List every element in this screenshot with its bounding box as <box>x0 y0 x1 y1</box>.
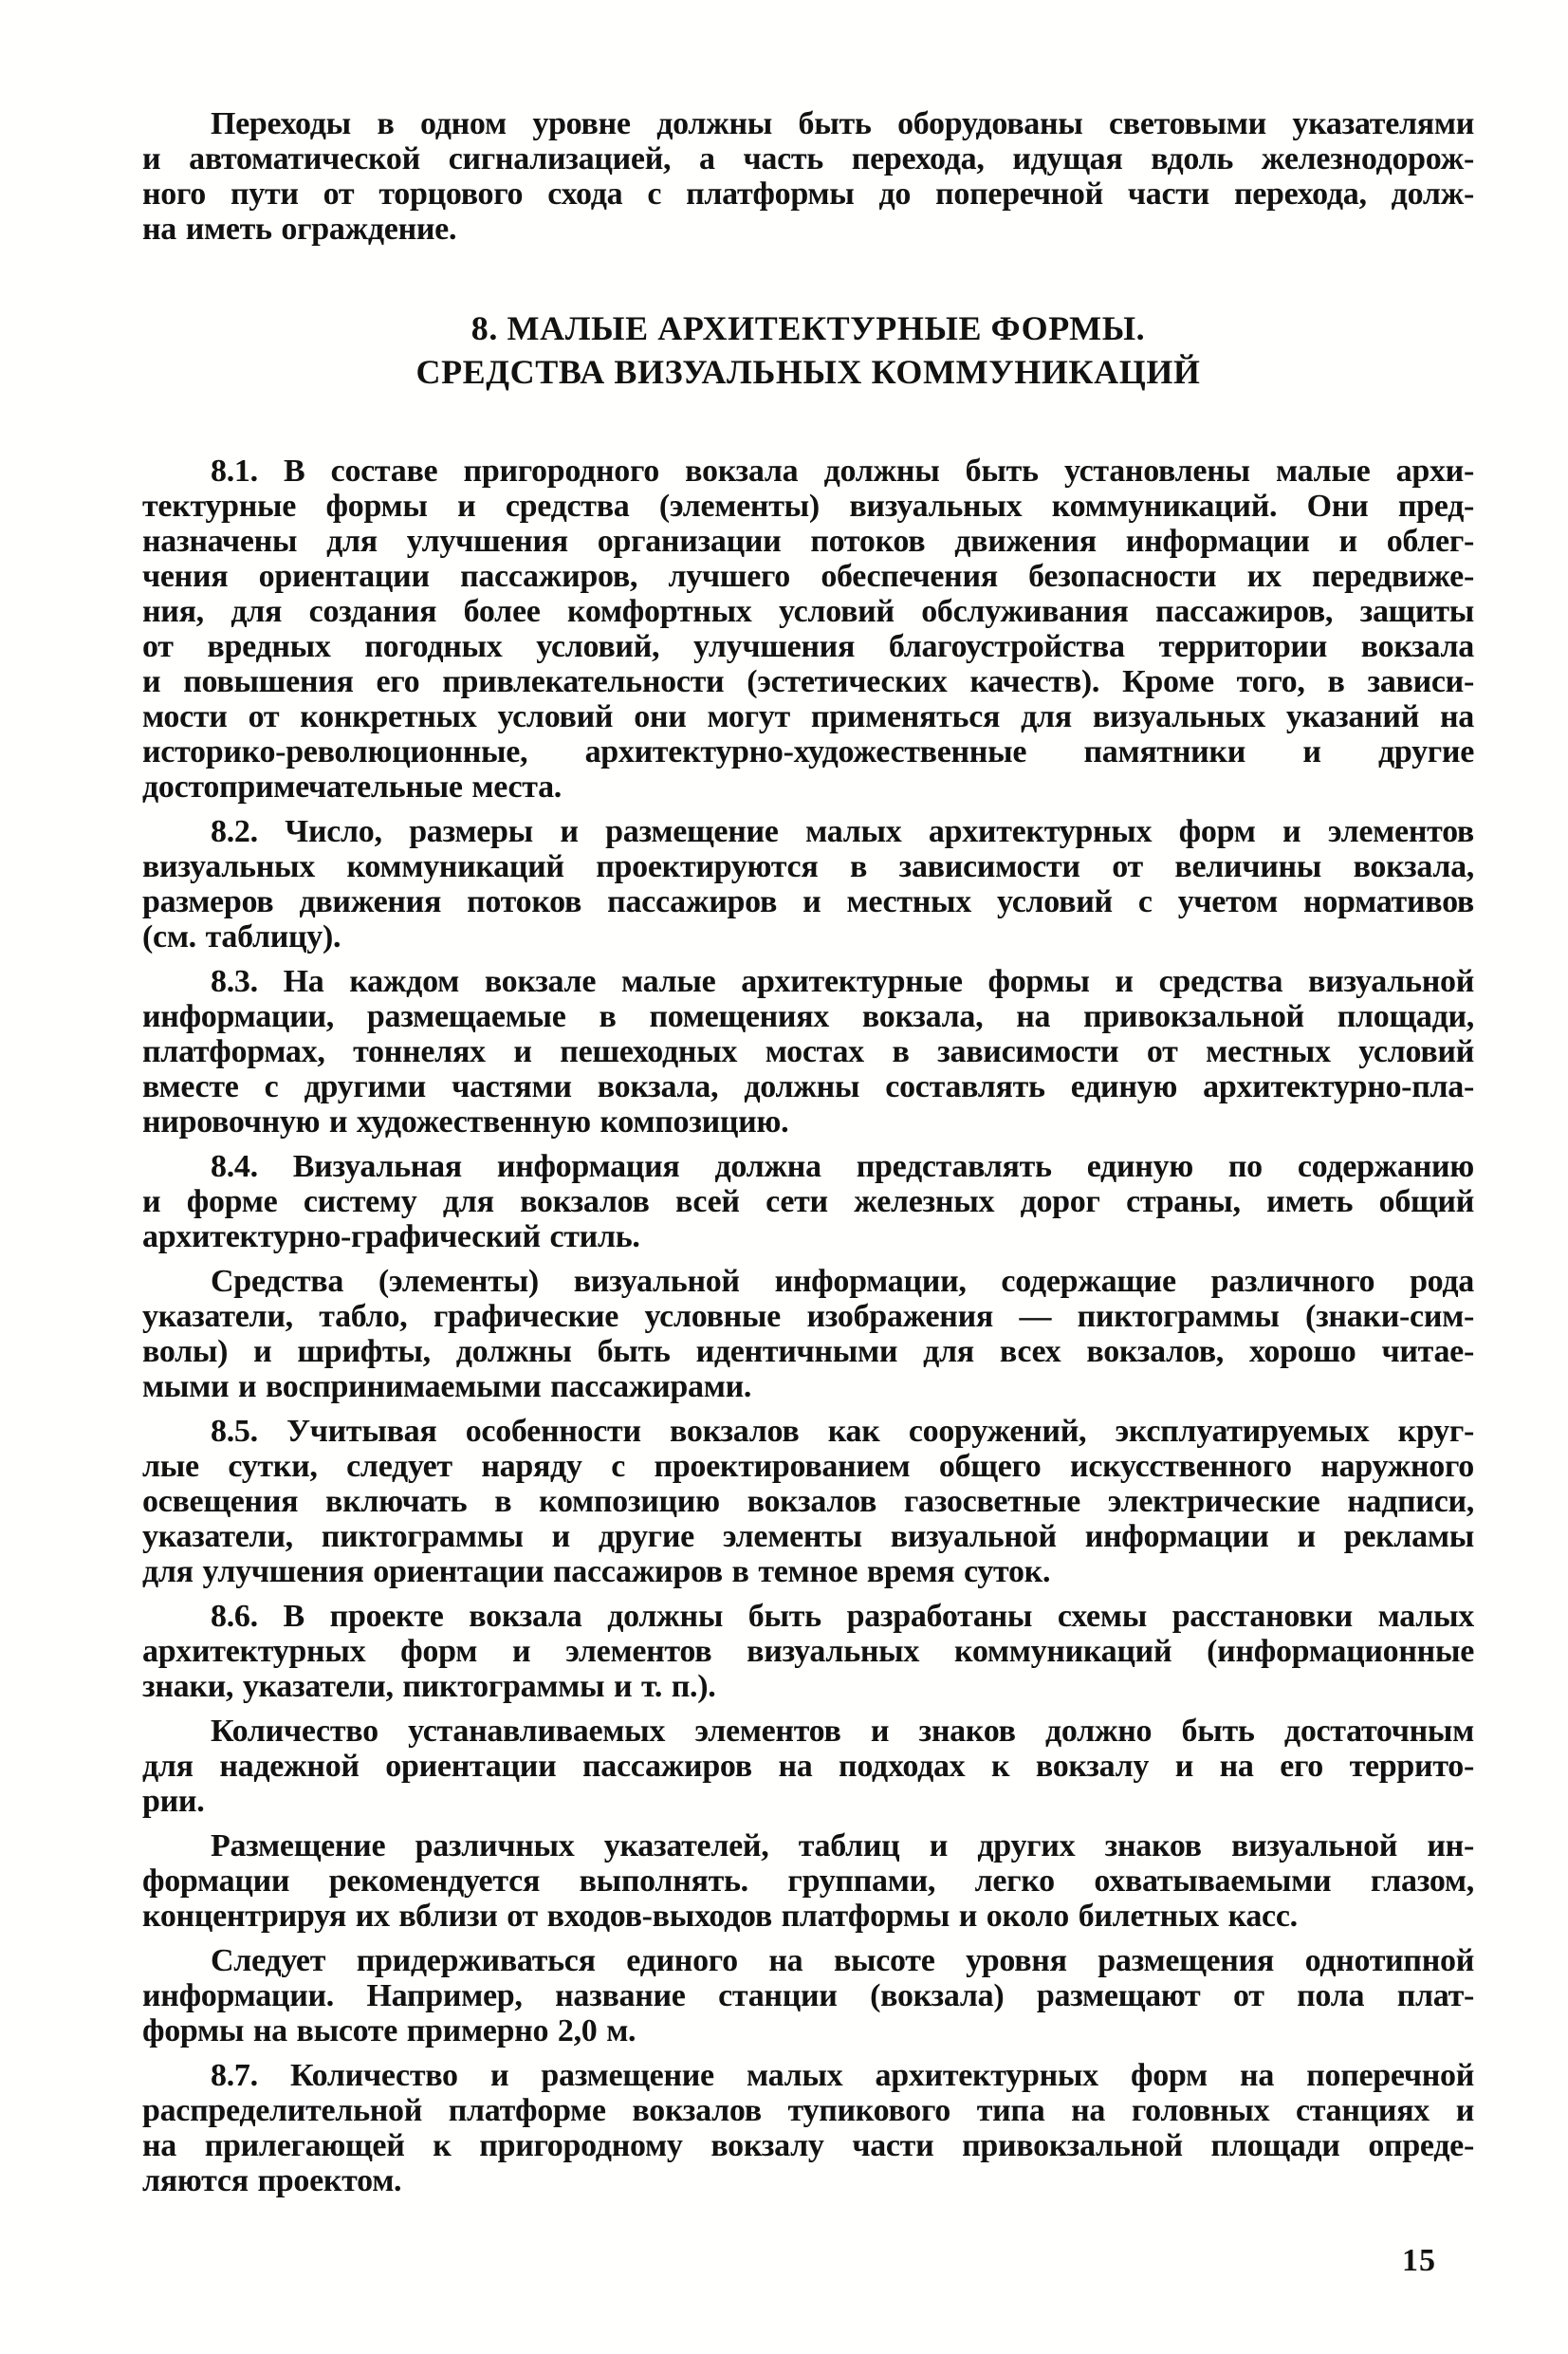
text-line: назначены для улучшения организации потоков движения информации и облег- <box>142 524 1474 559</box>
text-line: ния, для создания более комфортных условий обслуживания пассажиров, защиты <box>142 594 1474 629</box>
text-line: мыми и воспринимаемыми пассажирами. <box>142 1369 752 1404</box>
text-line: Средства (элементы) визуальной информации, содержащие различного рода <box>211 1264 1474 1299</box>
text-line: волы) и шрифты, должны быть идентичными для всех вокзалов, хорошо читае- <box>142 1334 1474 1369</box>
text-line: 8.7. Количество и размещение малых архитектурных форм на поперечной <box>211 2058 1474 2093</box>
paragraph <box>142 2058 1474 2198</box>
paragraph <box>142 106 1474 247</box>
paragraph <box>142 1943 1474 2048</box>
text-line: освещения включать в композицию вокзалов газосветные электрические надписи, <box>142 1484 1474 1519</box>
text-line: 8.4. Визуальная информация должна представлять единую по содержанию <box>211 1149 1474 1184</box>
text-line: на иметь ограждение. <box>142 212 457 247</box>
text-line: достопримечательные места. <box>142 769 562 805</box>
text-line: и автоматической сигнализацией, а часть перехода, идущая вдоль железнодорож- <box>142 141 1474 176</box>
heading-line: СРЕДСТВА ВИЗУАЛЬНЫХ КОММУНИКАЦИЙ <box>415 353 1201 391</box>
text-line: вместе с другими частями вокзала, должны составлять единую архитектурно-пла- <box>142 1069 1474 1104</box>
page-number: 15 <box>1402 2243 1436 2278</box>
text-line: знаки, указатели, пиктограммы и т. п.). <box>142 1669 716 1704</box>
text-column <box>142 106 1474 2208</box>
paragraph <box>142 814 1474 955</box>
text-line: архитектурно-графический стиль. <box>142 1219 640 1254</box>
paragraph <box>142 1264 1474 1404</box>
text-line: визуальных коммуникаций проектируются в зависимости от величины вокзала, <box>142 849 1474 884</box>
text-line: для надежной ориентации пассажиров на подходах к вокзалу и на его террито- <box>142 1749 1474 1784</box>
text-line: тектурные формы и средства (элементы) визуальных коммуникаций. Они пред- <box>142 489 1474 524</box>
text-line: 8.5. Учитывая особенности вокзалов как сооружений, эксплуатируемых круг- <box>211 1414 1474 1449</box>
text-line: указатели, табло, графические условные изображения — пиктограммы (знаки-сим- <box>142 1299 1474 1334</box>
text-line: 8.3. На каждом вокзале малые архитектурные формы и средства визуальной <box>211 964 1474 999</box>
text-line: чения ориентации пассажиров, лучшего обеспечения безопасности их передвиже- <box>142 559 1474 594</box>
text-line: формы на высоте примерно 2,0 м. <box>142 2013 636 2048</box>
text-line: архитектурных форм и элементов визуальных коммуникаций (информационные <box>142 1634 1474 1669</box>
paragraph <box>142 454 1474 805</box>
text-line: информации. Например, название станции (вокзала) размещают от пола плат- <box>142 1978 1474 2013</box>
text-line: ляются проектом. <box>142 2163 402 2198</box>
text-line: от вредных погодных условий, улучшения благоустройства территории вокзала <box>142 629 1474 664</box>
text-line: ного пути от торцового схода с платформы до поперечной части перехода, долж- <box>142 176 1474 212</box>
paragraph <box>142 964 1474 1140</box>
text-line: формации рекомендуется выполнять. группами, легко охватываемыми глазом, <box>142 1863 1474 1899</box>
text-line: на прилегающей к пригородному вокзалу части привокзальной площади опреде- <box>142 2128 1474 2163</box>
text-line: Размещение различных указателей, таблиц и других знаков визуальной ин- <box>211 1828 1474 1863</box>
text-line: распределительной платформе вокзалов тупикового типа на головных станциях и <box>142 2093 1474 2128</box>
text-line: для улучшения ориентации пассажиров в темное время суток. <box>142 1554 1051 1589</box>
text-line: Переходы в одном уровне должны быть оборудованы световыми указателями <box>211 106 1474 141</box>
text-line: 8.6. В проекте вокзала должны быть разработаны схемы расстановки малых <box>211 1599 1474 1634</box>
text-line: и форме систему для вокзалов всей сети железных дорог страны, иметь общий <box>142 1184 1474 1219</box>
text-line: платформах, тоннелях и пешеходных мостах в зависимости от местных условий <box>142 1034 1474 1069</box>
text-line: Количество устанавливаемых элементов и знаков должно быть достаточным <box>211 1714 1474 1749</box>
text-line: концентрируя их вблизи от входов-выходов платформы и около билетных касс. <box>142 1899 1298 1934</box>
paragraph <box>142 1414 1474 1589</box>
text-line: нировочную и художественную композицию. <box>142 1104 789 1140</box>
text-line: 8.2. Число, размеры и размещение малых архитектурных форм и элементов <box>211 814 1474 849</box>
text-line: лые сутки, следует наряду с проектированием общего искусственного наружного <box>142 1449 1474 1484</box>
text-line: историко-революционные, архитектурно-художественные памятники и другие <box>142 734 1474 769</box>
paragraph <box>142 1828 1474 1934</box>
text-line: размеров движения потоков пассажиров и местных условий с учетом нормативов <box>142 884 1474 919</box>
paragraph <box>142 1149 1474 1254</box>
paragraph <box>142 1599 1474 1704</box>
text-line: информации, размещаемые в помещениях вокзала, на привокзальной площади, <box>142 999 1474 1034</box>
text-line: 8.1. В составе пригородного вокзала должны быть установлены малые архи- <box>211 454 1474 489</box>
text-line: Следует придерживаться единого на высоте уровня размещения однотипной <box>211 1943 1474 1978</box>
section-heading <box>142 306 1474 394</box>
text-line: мости от конкретных условий они могут применяться для визуальных указаний на <box>142 699 1474 734</box>
text-line: (см. таблицу). <box>142 919 341 955</box>
text-line: указатели, пиктограммы и другие элементы визуальной информации и рекламы <box>142 1519 1474 1554</box>
paragraph <box>142 1714 1474 1819</box>
heading-line: 8. МАЛЫЕ АРХИТЕКТУРНЫЕ ФОРМЫ. <box>470 309 1146 347</box>
text-line: и повышения его привлекательности (эстетических качеств). Кроме того, в зависи- <box>142 664 1474 699</box>
text-line: рии. <box>142 1784 205 1819</box>
